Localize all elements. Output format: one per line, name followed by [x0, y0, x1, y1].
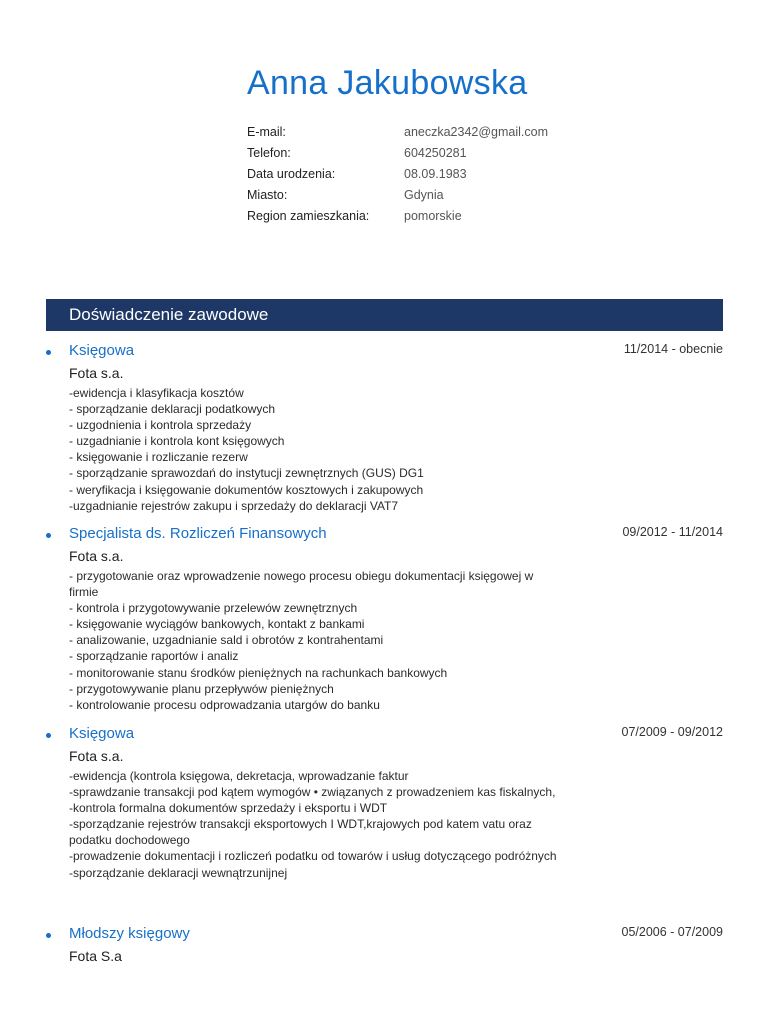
contact-row-region [247, 206, 548, 227]
contact-row-email [247, 122, 548, 143]
duty-item: - uzgodnienia i kontrola sprzedaży [69, 418, 252, 433]
duty-list [69, 568, 559, 713]
job-date: 11/2014 - obecnie [623, 342, 723, 356]
duty-item: -ewidencja i klasyfikacja kosztów [69, 386, 244, 400]
duty-item: - księgowanie wyciągów bankowych, kontakt z bankami [69, 617, 365, 632]
duty-item: -kontrola formalna dokumentów sprzedaży i eksportu i WDT [69, 801, 388, 816]
duty-item: -ewidencja (kontrola księgowa, dekretacja, wprowadzanie faktur [69, 769, 409, 783]
job-entry [46, 725, 723, 881]
bullet-icon [46, 933, 51, 938]
job-date: 07/2009 - 09/2012 [621, 725, 723, 739]
phone-value: 604250281 [404, 146, 467, 160]
duty-item: -sporządzanie deklaracji wewnątrzunijnej [69, 865, 288, 880]
duty-item: - sporządzanie sprawozdań do instytucji zewnętrznych (GUS) DG1 [69, 466, 424, 481]
duty-item: - sporządzanie raportów i analiz [69, 649, 239, 664]
contact-label: Data urodzenia: [247, 167, 336, 181]
duty-item: - uzgadnianie i kontrola kont księgowych [69, 434, 285, 449]
bullet-icon [46, 733, 51, 738]
job-header [46, 725, 723, 747]
duty-item: - kontrola i przygotowywanie przelewów zewnętrznych [69, 601, 358, 616]
contact-label: Miasto: [247, 188, 288, 202]
company-name: Fota s.a. [69, 548, 124, 564]
birthdate-value: 08.09.1983 [404, 167, 467, 181]
section-title: Doświadczenie zawodowe [69, 305, 269, 324]
company-name: Fota s.a. [69, 748, 124, 764]
duty-list [69, 385, 559, 514]
job-title: Księgowa [69, 342, 135, 359]
job-date: 05/2006 - 07/2009 [621, 925, 723, 939]
bullet-icon [46, 350, 51, 355]
duty-item: - sporządzanie deklaracji podatkowych [69, 402, 276, 417]
company-name: Fota s.a. [69, 365, 124, 381]
duty-item: - przygotowywanie planu przepływów pieniężnych [69, 681, 334, 696]
duty-item: - przygotowanie oraz wprowadzenie nowego procesu obiegu dokumentacji księgowej w firmie [69, 569, 534, 600]
job-title: Specjalista ds. Rozliczeń Finansowych [69, 525, 327, 542]
contact-label: Telefon: [247, 146, 291, 160]
section-header-experience [46, 299, 723, 331]
contact-details [247, 122, 548, 227]
job-entry [46, 342, 723, 514]
contact-row-phone [247, 143, 548, 164]
duty-item: -sprawdzanie transakcji pod kątem wymogów • związanych z prowadzeniem kas fiskalnych, [69, 785, 556, 800]
job-date: 09/2012 - 11/2014 [622, 525, 723, 539]
duty-item: - księgowanie i rozliczanie rezerw [69, 450, 248, 465]
contact-row-city [247, 185, 548, 206]
person-name: Anna Jakubowska [247, 64, 528, 102]
city-value: Gdynia [404, 188, 444, 202]
job-entry [46, 525, 723, 713]
duty-item: -sporządzanie rejestrów transakcji eksportowych I WDT,krajowych pod katem vatu oraz podatku dochodowego [69, 817, 532, 848]
contact-label: E-mail: [247, 125, 286, 139]
duty-item: - analizowanie, uzgadnianie sald i obrotów z kontrahentami [69, 633, 384, 648]
duty-list [69, 768, 559, 881]
job-header [46, 342, 723, 364]
contact-label: Region zamieszkania: [247, 209, 370, 223]
job-entry [46, 925, 723, 966]
contact-row-birthdate [247, 164, 548, 185]
region-value: pomorskie [404, 209, 462, 223]
bullet-icon [46, 533, 51, 538]
duty-item: -uzgadnianie rejestrów zakupu i sprzedaży do deklaracji VAT7 [69, 498, 399, 513]
duty-item: - monitorowanie stanu środków pieniężnych na rachunkach bankowych [69, 665, 448, 680]
duty-item: - kontrolowanie procesu odprowadzania utargów do banku [69, 697, 380, 712]
duty-item: - weryfikacja i księgowanie dokumentów kosztowych i zakupowych [69, 482, 424, 497]
email-value[interactable]: aneczka2342@gmail.com [404, 125, 549, 139]
company-name: Fota S.a [69, 948, 122, 964]
job-title: Młodszy księgowy [69, 925, 190, 942]
job-header [46, 525, 723, 547]
job-header [46, 925, 723, 947]
duty-item: -prowadzenie dokumentacji i rozliczeń podatku od towarów i usług dotyczącego podróżnych [69, 849, 557, 864]
job-title: Księgowa [69, 725, 135, 742]
